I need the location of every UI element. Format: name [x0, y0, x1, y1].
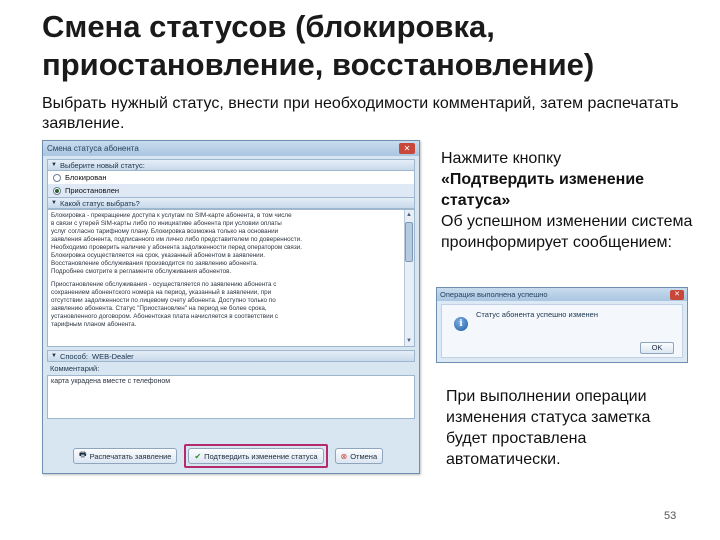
print-statement-button[interactable]: 🖶 Распечатать заявление — [73, 448, 177, 464]
close-icon[interactable]: ✕ — [670, 290, 684, 300]
comment-field[interactable]: карта украдена вместе с телефоном — [47, 375, 415, 419]
status-option-suspended[interactable] — [47, 184, 415, 197]
info-line: услуг согласно тарифному плану. Блокировка возможна только на основании — [51, 228, 279, 235]
chevron-down-icon: ▼ — [51, 353, 57, 359]
info-header: ▼ Какой статус выбрать? — [47, 197, 415, 209]
info-line: Восстановление обслуживания производится по заявлению абонента. — [51, 260, 258, 267]
slide-subtitle: Выбрать нужный статус, внести при необходимости комментарий, затем распечатать заявление. — [42, 95, 679, 132]
info-line: тарифным планом абонента. — [51, 321, 137, 328]
scrollbar-thumb[interactable] — [405, 222, 413, 262]
instruction-line: Нажмите кнопку — [441, 150, 562, 167]
slide-title: Смена статусов (блокировка, приостановление, восстановление) — [42, 9, 595, 82]
instruction-confirm — [441, 148, 711, 253]
instruction-note: При выполнении операции изменения статуса заметка будет проставлена автоматически. — [446, 388, 651, 468]
printer-icon: 🖶 — [79, 450, 87, 459]
collapse-icon: ▼ — [51, 200, 57, 206]
success-dialog-titlebar — [437, 288, 687, 301]
confirm-highlight-frame — [184, 444, 327, 468]
info-line: Подробнее смотрите в регламенте обслуживания абонентов. — [51, 268, 232, 275]
radio-button-selected[interactable] — [53, 187, 61, 195]
success-dialog-title: Операция выполнена успешно — [440, 290, 548, 299]
info-line: заявлению абонента. Статус "Приостановлен" на период не более срока, — [51, 305, 267, 312]
dialog-titlebar — [43, 141, 419, 156]
cancel-button[interactable]: ⊗ Отмена — [335, 448, 384, 464]
success-dialog — [436, 287, 688, 363]
info-line: заявления абонента, подписанного им лично либо представителем по доверенности. — [51, 236, 302, 243]
info-line: установленного договором. Абонентская плата начисляется в соответствии с — [51, 313, 279, 320]
source-value: WEB-Dealer — [92, 351, 134, 361]
success-dialog-body — [441, 304, 683, 358]
info-line: Блокировка - прекращение доступа к услугам по SIM-карте абонента, в том числе — [51, 212, 292, 219]
info-line: отсутствии задолженности по лицевому счету абонента. Доступно только по — [51, 297, 276, 304]
info-line: сохранением абонентского номера на период, указанный в заявлении, при — [51, 289, 272, 296]
comment-label: Комментарий: — [50, 364, 100, 373]
close-icon[interactable]: ✕ — [399, 143, 415, 154]
status-option-blocked[interactable] — [47, 171, 415, 184]
dialog-button-row — [47, 445, 415, 467]
success-message: Статус абонента успешно изменен — [476, 310, 598, 319]
info-line: Блокировка осуществляется на срок, указанный абонентом в заявлении. — [51, 252, 265, 259]
status-change-dialog — [42, 140, 420, 474]
checkmark-icon: ✔ — [194, 451, 202, 461]
radio-button[interactable] — [53, 174, 61, 182]
info-line: Необходимо проверить наличие у абонента задолженности перед оператором связи. — [51, 244, 302, 251]
choose-status-header: ▼ Выберите новый статус: — [47, 159, 415, 171]
status-option-label: Приостановлен — [65, 186, 120, 195]
source-selector[interactable] — [47, 350, 415, 362]
instruction-result: Об успешном изменении система проинформирует сообщением: — [441, 213, 693, 251]
info-line: Приостановление обслуживания - осуществляется по заявлению абонента с — [51, 281, 277, 288]
info-scrollbar[interactable] — [404, 210, 414, 346]
status-info-text — [47, 209, 415, 347]
dialog-title: Смена статуса абонента — [47, 144, 139, 153]
instruction-button-name: «Подтвердить изменение статуса» — [441, 171, 645, 209]
dialog-body — [47, 159, 415, 469]
collapse-icon: ▼ — [51, 162, 57, 168]
page-number: 53 — [664, 510, 677, 522]
info-icon: i — [454, 317, 468, 331]
status-option-label: Блокирован — [65, 173, 107, 182]
cancel-icon: ⊗ — [340, 451, 348, 461]
info-line: в связи с утерей SIM-карты либо по инициативе абонента при условии оплаты — [51, 220, 282, 227]
confirm-status-change-button[interactable]: ✔ Подтвердить изменение статуса — [188, 448, 323, 464]
source-label: Способ: — [59, 351, 88, 361]
ok-button[interactable]: OK — [640, 342, 674, 354]
